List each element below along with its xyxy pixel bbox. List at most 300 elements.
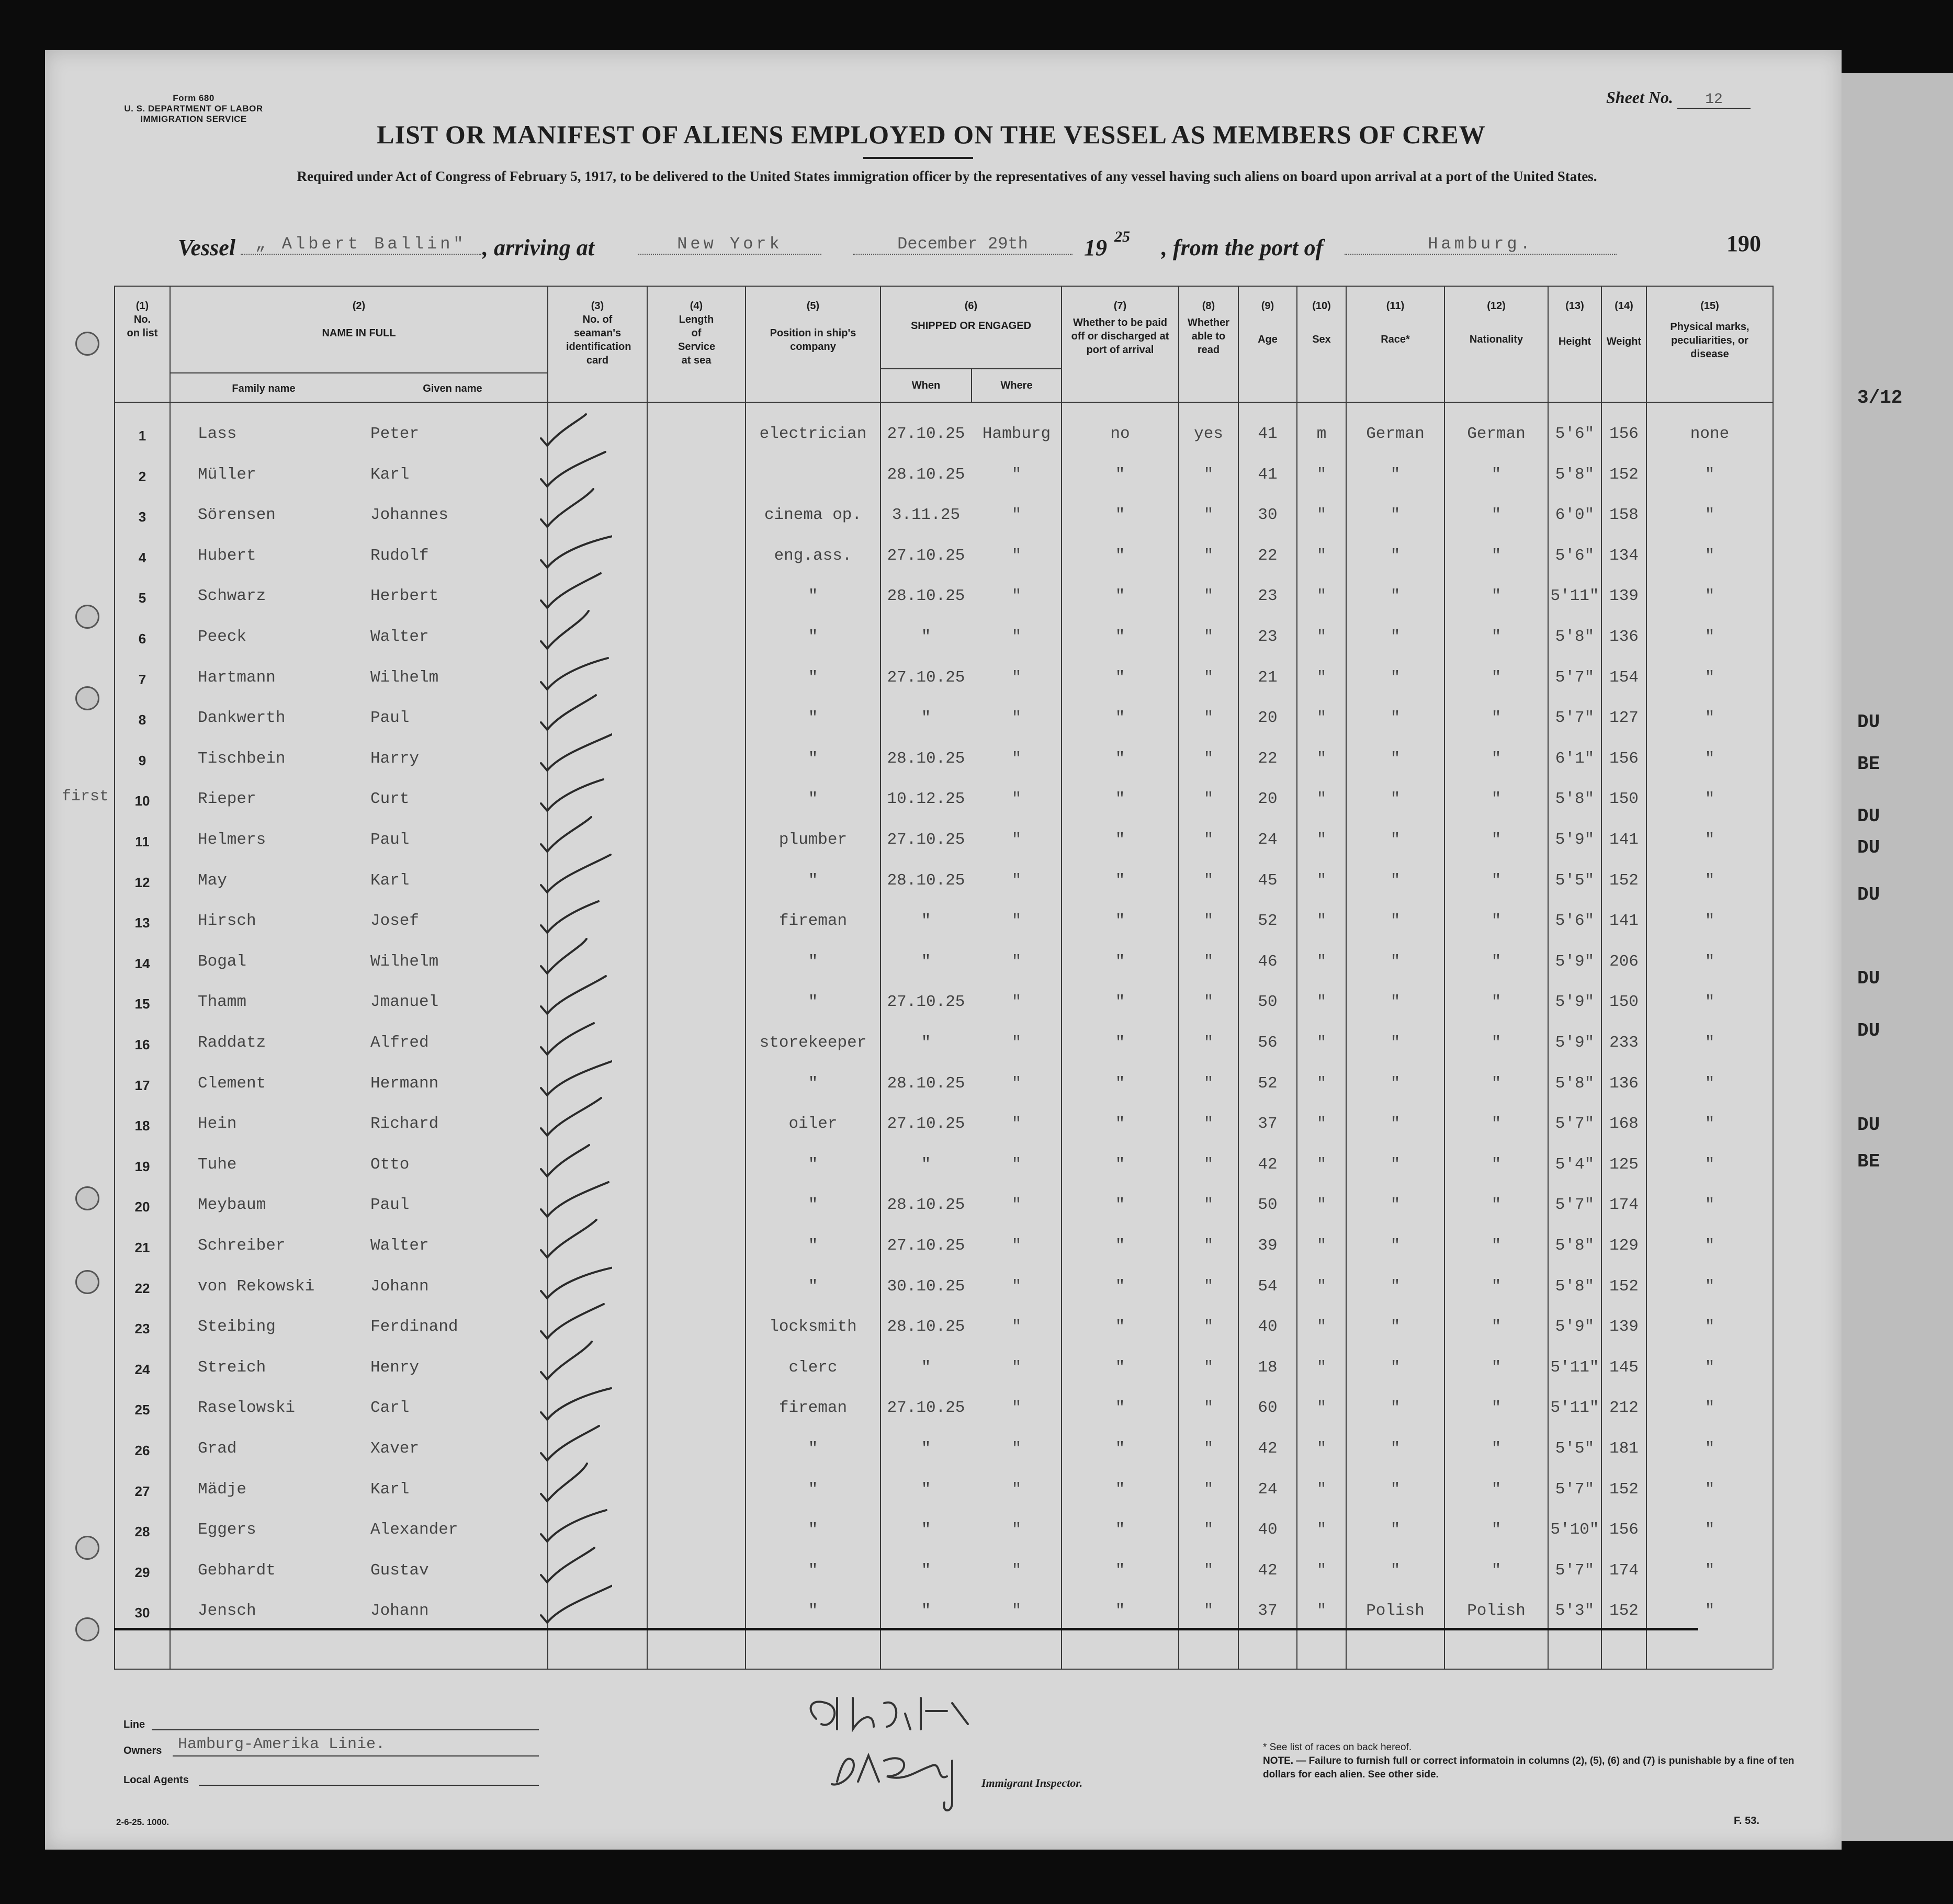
physical-marks: " (1704, 1602, 1715, 1620)
department-name: U. S. DEPARTMENT OF LABOR (124, 104, 263, 114)
side-fragment-text: DU (1857, 1020, 1880, 1041)
given-name: Richard (370, 1115, 439, 1133)
nationality: " (1491, 709, 1502, 727)
height: 5'7" (1555, 1196, 1595, 1214)
height: 5'6" (1555, 912, 1595, 930)
weight: 154 (1609, 668, 1639, 687)
age: 56 (1258, 1034, 1278, 1052)
sex: " (1316, 871, 1327, 890)
age: 46 (1258, 953, 1278, 971)
page-title: LIST OR MANIFEST OF ALIENS EMPLOYED ON THE VESSEL AS MEMBERS OF CREW (377, 120, 1486, 149)
row-number: 24 (134, 1362, 150, 1377)
given-name: Karl (370, 871, 410, 890)
age: 45 (1258, 871, 1278, 890)
side-fragment-text: DU (1857, 806, 1880, 827)
nationality: " (1491, 912, 1502, 930)
shipped-where: " (1011, 993, 1022, 1011)
shipped-where: " (1011, 1399, 1022, 1417)
physical-marks: " (1704, 709, 1715, 727)
family-name: Jensch (198, 1602, 256, 1620)
shipped-when: 28.10.25 (887, 871, 965, 890)
given-name: Alexander (370, 1521, 458, 1539)
position: eng.ass. (774, 547, 852, 565)
paid-off: " (1115, 1521, 1125, 1539)
able-to-read: " (1203, 1074, 1214, 1093)
sex: " (1316, 750, 1327, 768)
weight: 129 (1609, 1237, 1639, 1255)
shipped-where: " (1011, 750, 1022, 768)
sex: " (1316, 1480, 1327, 1499)
row-number: 18 (134, 1118, 150, 1134)
given-name: Karl (370, 1480, 410, 1499)
height: 5'8" (1555, 1074, 1595, 1093)
col-id-card: (3) No. of seaman's identification card (566, 300, 631, 366)
nationality: " (1491, 953, 1502, 971)
weight: 152 (1609, 1277, 1639, 1296)
given-name: Henry (370, 1358, 420, 1377)
sex: m (1316, 425, 1327, 443)
shipped-where: " (1011, 547, 1022, 565)
height: 5'11" (1550, 1358, 1599, 1377)
position: " (808, 587, 818, 605)
able-to-read: " (1203, 1277, 1214, 1296)
age: 42 (1258, 1440, 1278, 1458)
shipped-when: " (921, 953, 931, 971)
row-number: 3 (138, 509, 146, 525)
check-mark (534, 1500, 612, 1547)
paid-off: " (1115, 628, 1125, 646)
print-code: 2-6-25. 1000. (116, 1817, 170, 1827)
grid-column-line (1548, 286, 1549, 1669)
row-number: 2 (138, 469, 146, 484)
side-fragment-text: BE (1857, 1151, 1880, 1172)
given-name: Walter (370, 1237, 429, 1255)
family-name: Raddatz (198, 1034, 266, 1052)
age: 42 (1258, 1155, 1278, 1174)
position: " (808, 1440, 818, 1458)
able-to-read: " (1203, 1115, 1214, 1133)
nationality: " (1491, 1358, 1502, 1377)
given-name: Hermann (370, 1074, 439, 1093)
race: " (1390, 1277, 1401, 1296)
sex: " (1316, 1318, 1327, 1336)
paid-off: " (1115, 1318, 1125, 1336)
nationality: " (1491, 1196, 1502, 1214)
sex: " (1316, 1561, 1327, 1580)
sex: " (1316, 1399, 1327, 1417)
given-name: Paul (370, 1196, 410, 1214)
weight: 181 (1609, 1440, 1639, 1458)
physical-marks: " (1704, 1277, 1715, 1296)
sex: " (1316, 912, 1327, 930)
height: 5'11" (1550, 587, 1599, 605)
race: " (1390, 1521, 1401, 1539)
race: " (1390, 1440, 1401, 1458)
shipped-where: " (1011, 1074, 1022, 1093)
paid-off: " (1115, 587, 1125, 605)
able-to-read: " (1203, 953, 1214, 971)
shipped-where: " (1011, 1196, 1022, 1214)
nationality: " (1491, 1480, 1502, 1499)
sex: " (1316, 790, 1327, 808)
sex: " (1316, 1237, 1327, 1255)
nationality: " (1491, 628, 1502, 646)
sex: " (1316, 506, 1327, 524)
physical-marks: " (1704, 1318, 1715, 1336)
paid-off: " (1115, 1480, 1125, 1499)
owners-rule (173, 1755, 539, 1756)
race: " (1390, 1155, 1401, 1174)
physical-marks: " (1704, 466, 1715, 484)
col-height: (13) Height (1558, 300, 1591, 347)
paid-off: " (1115, 1399, 1125, 1417)
given-name: Johann (370, 1277, 429, 1296)
family-name: Lass (198, 425, 237, 443)
height: 5'5" (1555, 1440, 1595, 1458)
shipped-where: " (1011, 587, 1022, 605)
shipped-where: " (1011, 709, 1022, 727)
shipped-when: 28.10.25 (887, 1318, 965, 1336)
able-to-read: " (1203, 1399, 1214, 1417)
given-name: Paul (370, 831, 410, 849)
paid-off: " (1115, 750, 1125, 768)
weight: 206 (1609, 953, 1639, 971)
given-name: Otto (370, 1155, 410, 1174)
family-name: Bogal (198, 953, 247, 971)
shipped-where: " (1011, 953, 1022, 971)
shipped-when: " (921, 1561, 931, 1580)
physical-marks: " (1704, 587, 1715, 605)
able-to-read: " (1203, 871, 1214, 890)
row-number: 30 (134, 1605, 150, 1620)
grid-column-line (114, 286, 115, 1669)
col-age: (9) Age (1258, 300, 1278, 345)
family-name: Mädje (198, 1480, 247, 1499)
sheet-value: 12 (1677, 92, 1751, 109)
check-mark (534, 1216, 612, 1263)
nationality: German (1467, 425, 1526, 443)
physical-marks: " (1704, 547, 1715, 565)
shipped-where: " (1011, 1561, 1022, 1580)
form-number: Form 680 (173, 93, 215, 103)
position: " (808, 953, 818, 971)
shipped-when: 27.10.25 (887, 993, 965, 1011)
physical-marks: " (1704, 790, 1715, 808)
side-fragment-text: DU (1857, 968, 1880, 989)
able-to-read: " (1203, 1034, 1214, 1052)
position: " (808, 1155, 818, 1174)
grid-column-line (1444, 286, 1445, 1669)
able-to-read: yes (1194, 425, 1223, 443)
nationality: " (1491, 1561, 1502, 1580)
position: " (808, 1074, 818, 1093)
family-name: Helmers (198, 831, 266, 849)
height: 5'8" (1555, 790, 1595, 808)
family-name: Schreiber (198, 1237, 286, 1255)
paid-off: " (1115, 1440, 1125, 1458)
sex: " (1316, 831, 1327, 849)
given-name: Peter (370, 425, 420, 443)
family-name: Grad (198, 1440, 237, 1458)
shipped-where: " (1011, 1440, 1022, 1458)
race: " (1390, 871, 1401, 890)
given-name: Wilhelm (370, 953, 439, 971)
grid-column-line (880, 286, 881, 1669)
paid-off: " (1115, 912, 1125, 930)
nationality: " (1491, 668, 1502, 687)
header-rule (170, 372, 547, 373)
age: 24 (1258, 1480, 1278, 1499)
paid-off: " (1115, 709, 1125, 727)
col-given-name: Given name (423, 383, 482, 394)
weight: 145 (1609, 1358, 1639, 1377)
given-name: Rudolf (370, 547, 429, 565)
shipped-where: " (1011, 1480, 1022, 1499)
paid-off: no (1110, 425, 1130, 443)
nationality: " (1491, 1155, 1502, 1174)
check-mark (534, 688, 612, 735)
paid-off: " (1115, 1074, 1125, 1093)
sex: " (1316, 1115, 1327, 1133)
paid-off: " (1115, 1358, 1125, 1377)
sex: " (1316, 1196, 1327, 1214)
height: 5'7" (1555, 1115, 1595, 1133)
able-to-read: " (1203, 750, 1214, 768)
shipped-when: 27.10.25 (887, 547, 965, 565)
sex: " (1316, 1358, 1327, 1377)
col-position: (5) Position in ship's company (770, 300, 856, 353)
weight: 139 (1609, 587, 1639, 605)
grid-column-line (745, 286, 746, 1669)
race: " (1390, 1561, 1401, 1580)
race: " (1390, 1196, 1401, 1214)
height: 5'7" (1555, 1480, 1595, 1499)
shipped-where: " (1011, 506, 1022, 524)
paid-off: " (1115, 1196, 1125, 1214)
sex: " (1316, 1034, 1327, 1052)
grid-column-line (1238, 286, 1239, 1669)
shipped-where: " (1011, 1358, 1022, 1377)
race: " (1390, 790, 1401, 808)
physical-marks: " (1704, 1155, 1715, 1174)
able-to-read: " (1203, 1440, 1214, 1458)
col-able-to-read: (8) Whether able to read (1188, 300, 1229, 356)
physical-marks: " (1704, 871, 1715, 890)
nationality: " (1491, 1277, 1502, 1296)
nationality: " (1491, 1074, 1502, 1093)
sex: " (1316, 1277, 1327, 1296)
shipped-where: " (1011, 628, 1022, 646)
vessel-name: „ Albert Ballin" (241, 234, 481, 255)
position: electrician (759, 425, 867, 443)
physical-marks: " (1704, 1196, 1715, 1214)
race: German (1366, 425, 1425, 443)
shipped-where: " (1011, 1521, 1022, 1539)
paid-off: " (1115, 1155, 1125, 1174)
able-to-read: " (1203, 1196, 1214, 1214)
check-mark (534, 972, 612, 1019)
agents-rule (199, 1785, 539, 1786)
weight: 152 (1609, 466, 1639, 484)
weight: 168 (1609, 1115, 1639, 1133)
height: 5'11" (1550, 1399, 1599, 1417)
weight: 174 (1609, 1196, 1639, 1214)
position: " (808, 1237, 818, 1255)
height: 5'3" (1555, 1602, 1595, 1620)
height: 5'10" (1550, 1521, 1599, 1539)
shipped-when: " (921, 1155, 931, 1174)
row-number: 23 (134, 1321, 150, 1336)
given-name: Alfred (370, 1034, 429, 1052)
able-to-read: " (1203, 1561, 1214, 1580)
weight: 174 (1609, 1561, 1639, 1580)
height: 5'4" (1555, 1155, 1595, 1174)
nationality: " (1491, 993, 1502, 1011)
weight: 233 (1609, 1034, 1639, 1052)
family-name: Raselowski (198, 1399, 296, 1417)
able-to-read: " (1203, 1358, 1214, 1377)
row-number: 17 (134, 1078, 150, 1093)
height: 5'8" (1555, 466, 1595, 484)
given-name: Josef (370, 912, 420, 930)
weight: 212 (1609, 1399, 1639, 1417)
col-race: (11) Race* (1381, 300, 1410, 345)
row-number: 13 (134, 915, 150, 931)
col-sex: (10) Sex (1312, 300, 1331, 345)
nationality: " (1491, 1521, 1502, 1539)
sex: " (1316, 1602, 1327, 1620)
weight: 136 (1609, 628, 1639, 646)
row-number: 27 (134, 1483, 150, 1499)
race: " (1390, 1237, 1401, 1255)
col-nationality: (12) Nationality (1469, 300, 1523, 345)
given-name: Xaver (370, 1440, 420, 1458)
physical-marks: none (1690, 425, 1730, 443)
shipped-where: " (1011, 912, 1022, 930)
age: 18 (1258, 1358, 1278, 1377)
nationality: " (1491, 1399, 1502, 1417)
physical-marks: " (1704, 750, 1715, 768)
footer-note (1263, 1741, 1807, 1782)
height: 5'8" (1555, 1237, 1595, 1255)
height: 5'6" (1555, 547, 1595, 565)
nationality: " (1491, 1237, 1502, 1255)
age: 42 (1258, 1561, 1278, 1580)
row-number: 19 (134, 1159, 150, 1174)
family-name: Rieper (198, 790, 256, 808)
weight: 134 (1609, 547, 1639, 565)
col-weight: (14) Weight (1606, 300, 1642, 347)
age: 60 (1258, 1399, 1278, 1417)
paid-off: " (1115, 547, 1125, 565)
check-mark (534, 1094, 612, 1141)
shipped-when: " (921, 1358, 931, 1377)
shipped-where: " (1011, 1034, 1022, 1052)
col-family-name: Family name (232, 383, 296, 394)
age: 52 (1258, 912, 1278, 930)
row-number: 11 (135, 834, 150, 849)
race: " (1390, 709, 1401, 727)
able-to-read: " (1203, 668, 1214, 687)
age: 54 (1258, 1277, 1278, 1296)
given-name: Johannes (370, 506, 448, 524)
nationality: " (1491, 1440, 1502, 1458)
check-mark (534, 769, 612, 816)
paid-off: " (1115, 1034, 1125, 1052)
page-subtitle: Required under Act of Congress of February 5, 1917, to be delivered to the United States immigration officer by the representatives of any vessel having such aliens on board upon arrival at a port of the United States. (297, 168, 1597, 184)
check-mark (534, 1297, 612, 1344)
height: 5'6" (1555, 425, 1595, 443)
check-mark (534, 1581, 612, 1628)
age: 20 (1258, 790, 1278, 808)
paid-off: " (1115, 1602, 1125, 1620)
family-name: Clement (198, 1074, 266, 1093)
inspector-label: Immigrant Inspector. (981, 1776, 1083, 1789)
handwritten-signature (795, 1682, 1036, 1818)
nationality: " (1491, 587, 1502, 605)
family-name: Streich (198, 1358, 266, 1377)
sex: " (1316, 1155, 1327, 1174)
family-name: Tischbein (198, 750, 286, 768)
family-name: Tuhe (198, 1155, 237, 1174)
from-port-label: , from the port of (1161, 235, 1324, 260)
grid-column-line (1601, 286, 1602, 1669)
shipped-when: 27.10.25 (887, 425, 965, 443)
height: 5'9" (1555, 953, 1595, 971)
race: " (1390, 831, 1401, 849)
vessel-label: Vessel (178, 235, 235, 260)
able-to-read: " (1203, 506, 1214, 524)
form-code: F. 53. (1734, 1815, 1759, 1827)
nationality: " (1491, 1318, 1502, 1336)
side-fragment-text: 3/12 (1857, 387, 1903, 409)
col-service-length: (4) Length of Service at sea (678, 300, 716, 366)
position: locksmith (769, 1318, 857, 1336)
height: 5'7" (1555, 709, 1595, 727)
end-of-list-rule (114, 1628, 1698, 1630)
shipped-when: 27.10.25 (887, 668, 965, 687)
family-name: Eggers (198, 1521, 256, 1539)
given-name: Karl (370, 466, 410, 484)
shipped-when: 27.10.25 (887, 1237, 965, 1255)
grid-column-line (1296, 286, 1297, 1669)
departure-port: Hamburg. (1345, 234, 1617, 255)
row-number: 5 (138, 590, 146, 606)
shipped-where: " (1011, 466, 1022, 484)
able-to-read: " (1203, 587, 1214, 605)
row-number: 22 (134, 1280, 150, 1296)
sex: " (1316, 628, 1327, 646)
paid-off: " (1115, 1237, 1125, 1255)
side-fragment-text: DU (1857, 837, 1880, 858)
position: plumber (778, 831, 848, 849)
weight: 125 (1609, 1155, 1639, 1174)
check-mark (534, 810, 612, 857)
position: " (808, 628, 818, 646)
position: " (808, 750, 818, 768)
physical-marks: " (1704, 1561, 1715, 1580)
height: 5'7" (1555, 1561, 1595, 1580)
position: " (808, 1521, 818, 1539)
paid-off: " (1115, 1115, 1125, 1133)
height: 5'9" (1555, 831, 1595, 849)
age: 21 (1258, 668, 1278, 687)
height: 5'9" (1555, 1034, 1595, 1052)
col-shipped-when: When (911, 380, 941, 391)
family-name: Hubert (198, 547, 256, 565)
weight: 156 (1609, 1521, 1639, 1539)
race: " (1390, 1318, 1401, 1336)
